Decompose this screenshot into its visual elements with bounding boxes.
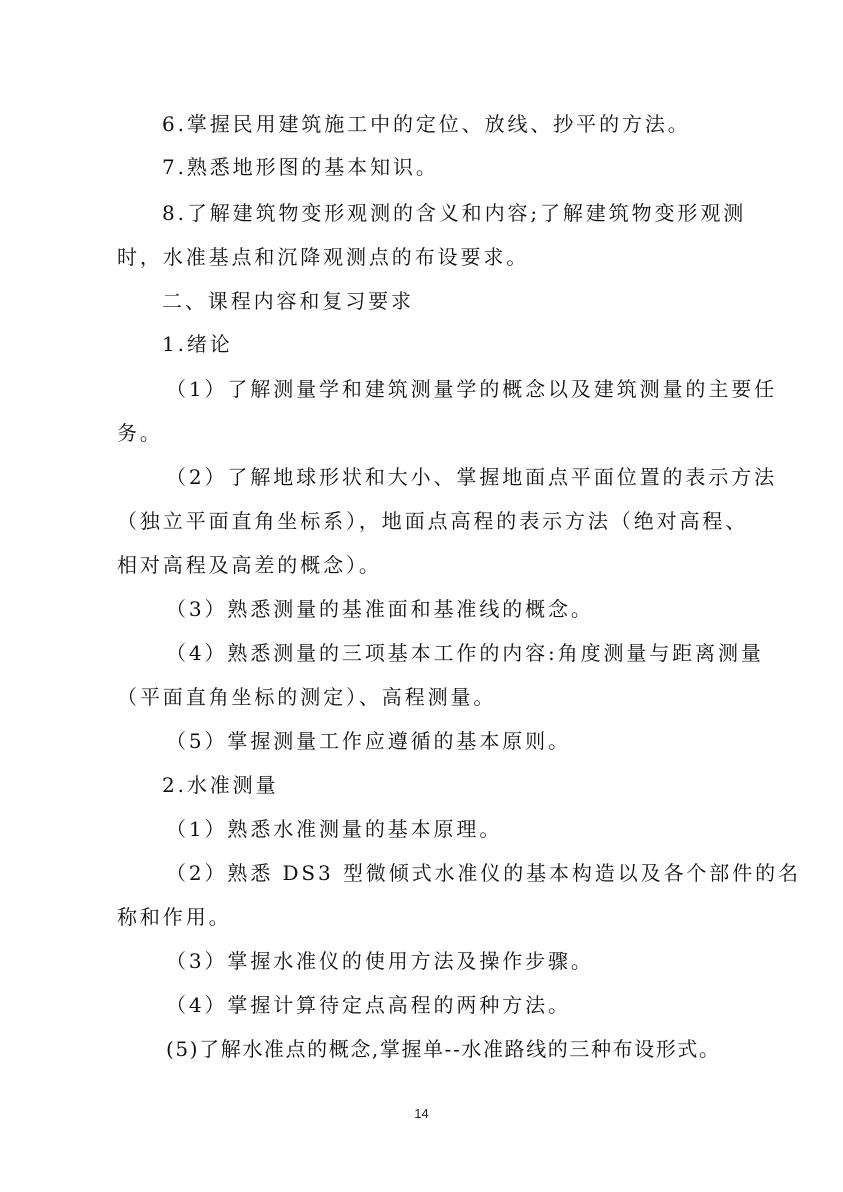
paragraph-line: 称和作用。 xyxy=(117,905,232,929)
paragraph-line: （2）熟悉 DS3 型微倾式水准仪的基本构造以及各个部件的名 xyxy=(166,861,801,885)
paragraph-line: 7.熟悉地形图的基本知识。 xyxy=(162,155,439,179)
paragraph-line: （4）掌握计算待定点高程的两种方法。 xyxy=(166,993,571,1017)
paragraph-line: (5)了解水准点的概念,掌握单--水准路线的三种布设形式。 xyxy=(166,1037,721,1061)
paragraph-line: 相对高程及高差的概念）。 xyxy=(117,553,382,577)
paragraph-line: 时，水准基点和沉降观测点的布设要求。 xyxy=(117,245,530,269)
paragraph-line: （2）了解地球形状和大小、掌握地面点平面位置的表示方法 xyxy=(166,465,778,489)
paragraph-line: （独立平面直角坐标系），地面点高程的表示方法（绝对高程、 xyxy=(117,509,749,533)
section-heading: 二、课程内容和复习要求 xyxy=(162,289,414,313)
paragraph-line: （4）熟悉测量的三项基本工作的内容:角度测量与距离测量 xyxy=(166,641,764,665)
paragraph-line: 6.掌握民用建筑施工中的定位、放线、抄平的方法。 xyxy=(162,112,691,136)
paragraph-line: （3）熟悉测量的基准面和基准线的概念。 xyxy=(166,597,594,621)
paragraph-line: （平面直角坐标的测定）、高程测量。 xyxy=(117,685,497,709)
paragraph-line: 务。 xyxy=(117,421,163,445)
paragraph-line: （3）掌握水准仪的使用方法及操作步骤。 xyxy=(166,949,594,973)
paragraph-line: （1）熟悉水准测量的基本原理。 xyxy=(166,817,503,841)
paragraph-line: 8.了解建筑物变形观测的含义和内容;了解建筑物变形观测 xyxy=(162,201,747,225)
subsection-heading: 1.绪论 xyxy=(162,332,233,356)
page-number: 14 xyxy=(414,1106,429,1121)
paragraph-line: （5）掌握测量工作应遵循的基本原则。 xyxy=(166,729,571,753)
paragraph-line: （1）了解测量学和建筑测量学的概念以及建筑测量的主要任 xyxy=(166,377,778,401)
subsection-heading: 2.水准测量 xyxy=(162,773,279,797)
